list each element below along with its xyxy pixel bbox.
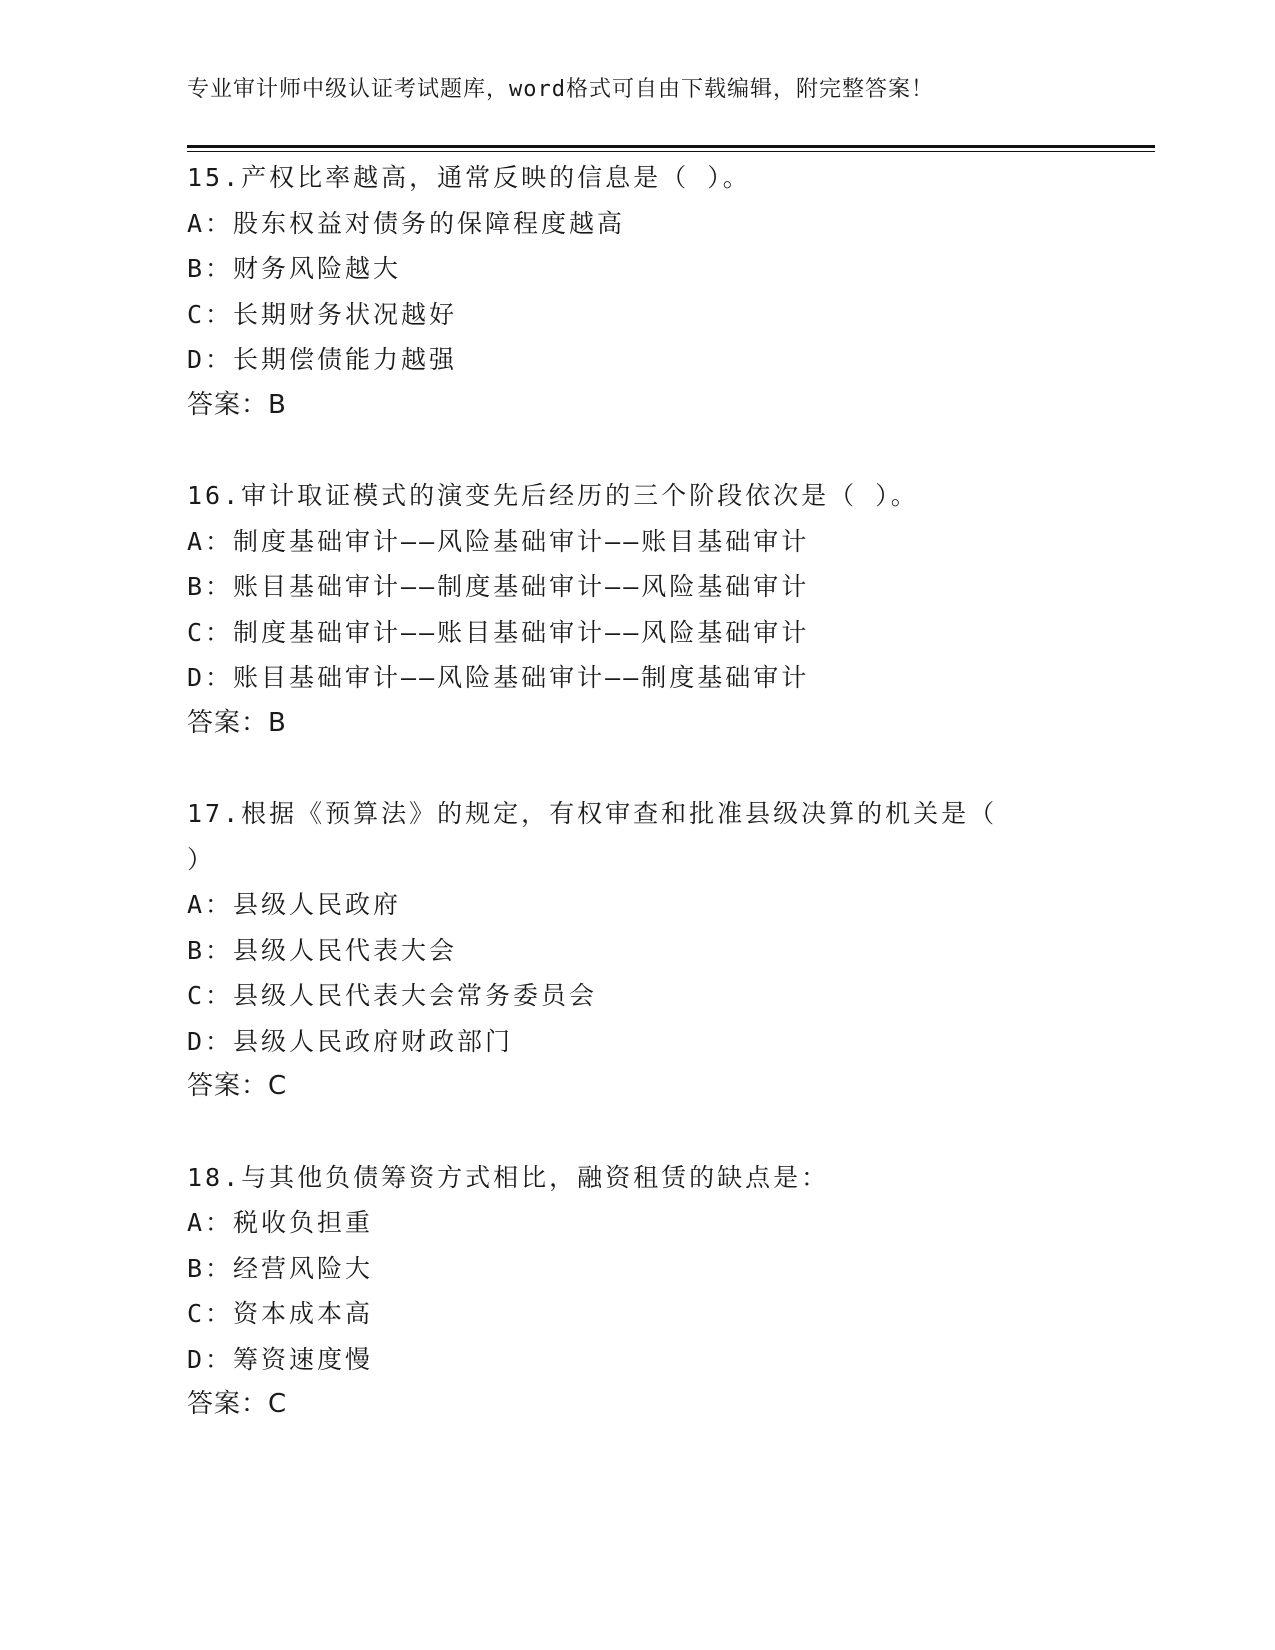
option-b: B：县级人民代表大会	[187, 935, 458, 965]
option-b: B：账目基础审计——制度基础审计——风险基础审计	[187, 572, 810, 601]
question-list	[187, 155, 1087, 1473]
question-stem: 18.与其他负债筹资方式相比，融资租赁的缺点是：	[187, 1162, 830, 1192]
option-c: C：资本成本高	[187, 1299, 374, 1328]
option-d: D：筹资速度慢	[187, 1344, 374, 1374]
question-16	[187, 473, 1087, 746]
header-rule-thin	[187, 151, 1155, 152]
answer: 答案：C	[187, 1389, 288, 1419]
option-c: C：县级人民代表大会常务委员会	[187, 981, 598, 1010]
option-d: D：长期偿债能力越强	[187, 345, 458, 374]
question-15	[187, 155, 1087, 428]
header-rule-thick	[187, 145, 1155, 148]
option-b: B：经营风险大	[187, 1253, 374, 1283]
option-b: B：财务风险越大	[187, 254, 402, 283]
question-17	[187, 791, 1087, 1110]
answer: 答案：B	[187, 389, 287, 420]
question-stem-continued: ）	[187, 844, 216, 874]
option-a: A：县级人民政府	[187, 890, 402, 919]
option-a: A：制度基础审计——风险基础审计——账目基础审计	[187, 526, 810, 556]
option-c: C：长期财务状况越好	[187, 299, 458, 329]
question-18	[187, 1155, 1087, 1428]
option-d: D：县级人民政府财政部门	[187, 1026, 514, 1056]
answer: 答案：C	[187, 1071, 288, 1101]
question-stem: 17.根据《预算法》的规定，有权审查和批准县级决算的机关是（	[187, 799, 998, 828]
question-stem: 16.审计取证模式的演变先后经历的三个阶段依次是（ ）。	[187, 481, 919, 510]
option-a: A：税收负担重	[187, 1208, 374, 1237]
page-header: 专业审计师中级认证考试题库，word格式可自由下载编辑，附完整答案！	[187, 77, 934, 102]
option-c: C：制度基础审计——账目基础审计——风险基础审计	[187, 617, 810, 647]
question-stem: 15.产权比率越高，通常反映的信息是（ ）。	[187, 163, 751, 192]
option-d: D：账目基础审计——风险基础审计——制度基础审计	[187, 663, 810, 692]
option-a: A：股东权益对债务的保障程度越高	[187, 208, 626, 238]
answer: 答案：B	[187, 707, 287, 738]
